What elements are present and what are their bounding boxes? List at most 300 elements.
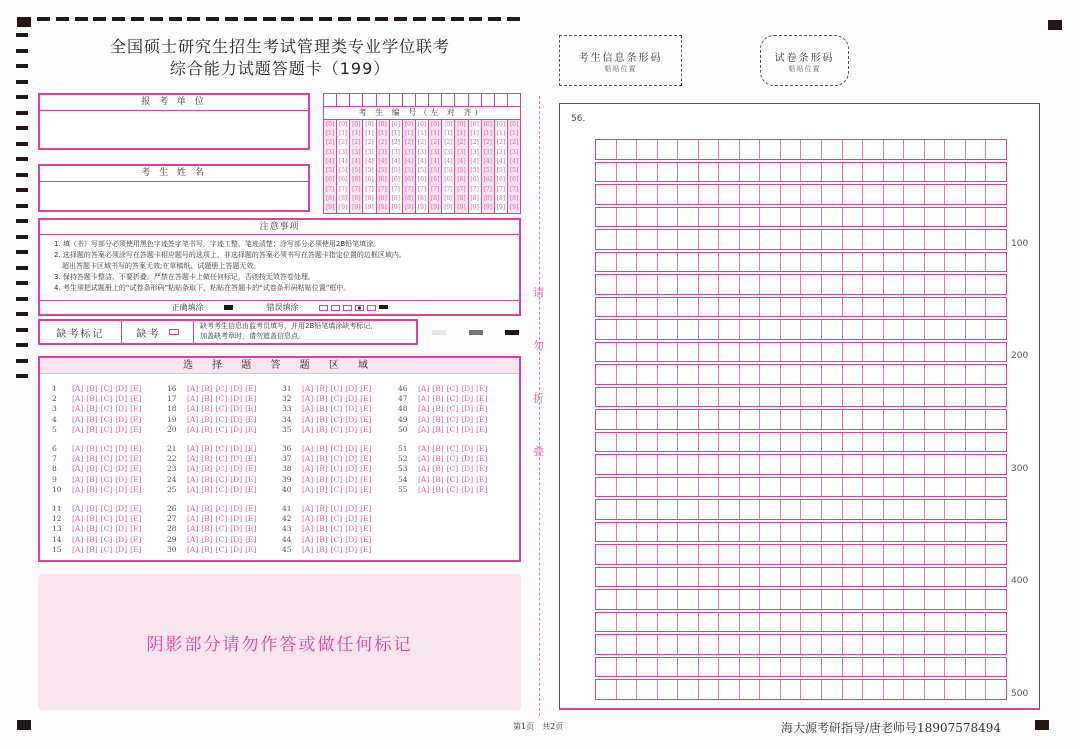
option-bubble[interactable]: [B]: [316, 454, 328, 464]
id-bubble[interactable]: [5]: [483, 167, 492, 175]
option-bubble[interactable]: [A]: [187, 484, 199, 494]
grid-cell[interactable]: [617, 568, 638, 587]
grid-cell[interactable]: [904, 230, 925, 249]
grid-cell[interactable]: [986, 298, 1006, 317]
id-bubble[interactable]: [8]: [338, 195, 348, 203]
option-bubble[interactable]: [B]: [201, 384, 213, 393]
grid-cell[interactable]: [904, 298, 925, 317]
option-bubble[interactable]: [B]: [316, 384, 328, 393]
grid-cell[interactable]: [863, 680, 884, 699]
option-bubble[interactable]: [D]: [461, 384, 474, 393]
id-bubble[interactable]: [4]: [417, 157, 427, 165]
grid-cell[interactable]: [822, 275, 843, 294]
option-bubble[interactable]: [B]: [432, 414, 444, 424]
id-bubble[interactable]: [4]: [470, 157, 479, 165]
id-bubble[interactable]: [2]: [509, 139, 519, 147]
grid-cell[interactable]: [678, 658, 699, 677]
option-bubble[interactable]: [B]: [432, 474, 444, 484]
id-bubble[interactable]: [7]: [483, 185, 492, 193]
grid-cell[interactable]: [884, 613, 905, 632]
option-bubble[interactable]: [D]: [230, 534, 243, 544]
option-bubble[interactable]: [E]: [130, 424, 142, 434]
grid-cell[interactable]: [966, 500, 987, 519]
grid-cell[interactable]: [986, 433, 1006, 452]
id-bubble[interactable]: [4]: [352, 157, 361, 165]
option-bubble[interactable]: [A]: [187, 404, 199, 414]
id-write-box[interactable]: [482, 94, 495, 106]
option-bubble[interactable]: [E]: [476, 394, 488, 404]
option-bubble[interactable]: [B]: [201, 534, 213, 544]
grid-cell[interactable]: [719, 455, 740, 474]
id-bubble[interactable]: [1]: [417, 129, 427, 137]
grid-cell[interactable]: [596, 568, 617, 587]
option-bubble[interactable]: [A]: [72, 484, 84, 494]
grid-cell[interactable]: [925, 388, 946, 407]
option-bubble[interactable]: [B]: [316, 474, 328, 484]
grid-cell[interactable]: [637, 253, 658, 272]
grid-cell[interactable]: [760, 568, 781, 587]
option-bubble[interactable]: [C]: [215, 464, 228, 474]
option-bubble[interactable]: [C]: [215, 394, 228, 404]
option-bubble[interactable]: [B]: [316, 394, 328, 404]
id-bubble[interactable]: [7]: [338, 185, 348, 193]
option-bubble[interactable]: [C]: [446, 394, 459, 404]
grid-cell[interactable]: [966, 568, 987, 587]
option-bubble[interactable]: [C]: [330, 444, 343, 453]
grid-cell[interactable]: [884, 163, 905, 182]
id-bubble[interactable]: [5]: [417, 167, 427, 175]
grid-cell[interactable]: [986, 388, 1006, 407]
grid-cell[interactable]: [945, 253, 966, 272]
option-bubble[interactable]: [C]: [100, 504, 113, 513]
option-bubble[interactable]: [E]: [360, 454, 372, 464]
grid-cell[interactable]: [596, 163, 617, 182]
option-bubble[interactable]: [D]: [345, 504, 358, 513]
grid-cell[interactable]: [740, 410, 761, 429]
grid-cell[interactable]: [822, 613, 843, 632]
id-bubble[interactable]: [8]: [404, 195, 414, 203]
id-bubble[interactable]: [8]: [352, 195, 361, 203]
option-bubble[interactable]: [A]: [72, 454, 84, 464]
grid-cell[interactable]: [904, 208, 925, 227]
grid-cell[interactable]: [678, 568, 699, 587]
grid-cell[interactable]: [945, 298, 966, 317]
absent-checkbox[interactable]: [169, 329, 179, 335]
grid-cell[interactable]: [740, 388, 761, 407]
grid-cell[interactable]: [637, 545, 658, 564]
grid-cell[interactable]: [596, 590, 617, 609]
grid-cell[interactable]: [760, 658, 781, 677]
option-bubble[interactable]: [C]: [100, 384, 113, 393]
grid-cell[interactable]: [617, 298, 638, 317]
id-bubble[interactable]: [5]: [457, 167, 466, 175]
option-bubble[interactable]: [B]: [86, 474, 98, 484]
grid-cell[interactable]: [719, 410, 740, 429]
grid-cell[interactable]: [658, 545, 679, 564]
id-bubble[interactable]: [8]: [509, 195, 519, 203]
grid-cell[interactable]: [945, 320, 966, 339]
grid-cell[interactable]: [801, 500, 822, 519]
grid-cell[interactable]: [801, 320, 822, 339]
grid-cell[interactable]: [986, 478, 1006, 497]
grid-cell[interactable]: [658, 500, 679, 519]
option-bubble[interactable]: [D]: [115, 404, 128, 414]
grid-cell[interactable]: [637, 590, 658, 609]
option-bubble[interactable]: [E]: [476, 444, 488, 453]
id-bubble[interactable]: [8]: [430, 195, 440, 203]
grid-cell[interactable]: [596, 500, 617, 519]
grid-cell[interactable]: [678, 230, 699, 249]
option-bubble[interactable]: [B]: [432, 394, 444, 404]
option-bubble[interactable]: [E]: [245, 544, 257, 554]
grid-cell[interactable]: [801, 185, 822, 204]
grid-cell[interactable]: [658, 163, 679, 182]
id-bubble[interactable]: [2]: [470, 139, 479, 147]
option-bubble[interactable]: [D]: [461, 464, 474, 474]
option-bubble[interactable]: [D]: [230, 544, 243, 554]
grid-cell[interactable]: [678, 410, 699, 429]
grid-cell[interactable]: [658, 455, 679, 474]
grid-cell[interactable]: [884, 410, 905, 429]
option-bubble[interactable]: [B]: [86, 514, 98, 524]
grid-cell[interactable]: [843, 635, 864, 654]
option-bubble[interactable]: [E]: [360, 444, 372, 453]
grid-cell[interactable]: [863, 208, 884, 227]
id-bubble[interactable]: [6]: [378, 176, 387, 184]
id-bubble[interactable]: [5]: [391, 167, 401, 175]
grid-cell[interactable]: [781, 545, 802, 564]
option-bubble[interactable]: [E]: [130, 394, 142, 404]
grid-cell[interactable]: [801, 140, 822, 159]
option-bubble[interactable]: [B]: [316, 534, 328, 544]
id-bubble[interactable]: [1]: [365, 129, 374, 137]
grid-cell[interactable]: [617, 523, 638, 542]
grid-cell[interactable]: [986, 500, 1006, 519]
grid-cell[interactable]: [719, 185, 740, 204]
grid-cell[interactable]: [760, 298, 781, 317]
grid-cell[interactable]: [658, 253, 679, 272]
grid-cell[interactable]: [966, 478, 987, 497]
grid-cell[interactable]: [966, 208, 987, 227]
option-bubble[interactable]: [B]: [316, 524, 328, 534]
option-bubble[interactable]: [A]: [418, 394, 430, 404]
grid-cell[interactable]: [781, 163, 802, 182]
grid-cell[interactable]: [884, 478, 905, 497]
grid-cell[interactable]: [801, 455, 822, 474]
grid-cell[interactable]: [904, 478, 925, 497]
id-bubble[interactable]: [7]: [325, 185, 335, 193]
grid-cell[interactable]: [884, 230, 905, 249]
grid-cell[interactable]: [945, 140, 966, 159]
grid-cell[interactable]: [986, 658, 1006, 677]
grid-cell[interactable]: [637, 208, 658, 227]
grid-cell[interactable]: [658, 320, 679, 339]
grid-cell[interactable]: [884, 590, 905, 609]
grid-cell[interactable]: [699, 298, 720, 317]
grid-cell[interactable]: [884, 455, 905, 474]
grid-cell[interactable]: [678, 433, 699, 452]
id-bubble[interactable]: [1]: [325, 129, 335, 137]
grid-cell[interactable]: [658, 523, 679, 542]
option-bubble[interactable]: [B]: [201, 444, 213, 453]
id-bubble[interactable]: [8]: [391, 195, 401, 203]
id-bubble[interactable]: [6]: [338, 176, 348, 184]
grid-cell[interactable]: [678, 275, 699, 294]
grid-cell[interactable]: [822, 298, 843, 317]
grid-cell[interactable]: [843, 163, 864, 182]
grid-cell[interactable]: [904, 455, 925, 474]
grid-cell[interactable]: [781, 568, 802, 587]
grid-cell[interactable]: [637, 275, 658, 294]
grid-cell[interactable]: [617, 320, 638, 339]
option-bubble[interactable]: [D]: [461, 414, 474, 424]
option-bubble[interactable]: [E]: [245, 474, 257, 484]
id-bubble[interactable]: [7]: [430, 185, 440, 193]
option-bubble[interactable]: [B]: [432, 424, 444, 434]
grid-cell[interactable]: [637, 140, 658, 159]
option-bubble[interactable]: [A]: [187, 394, 199, 404]
option-bubble[interactable]: [E]: [476, 464, 488, 474]
grid-cell[interactable]: [945, 523, 966, 542]
grid-cell[interactable]: [617, 500, 638, 519]
option-bubble[interactable]: [A]: [187, 514, 199, 524]
grid-cell[interactable]: [637, 343, 658, 362]
grid-cell[interactable]: [843, 230, 864, 249]
option-bubble[interactable]: [D]: [115, 444, 128, 453]
id-bubble[interactable]: [9]: [444, 204, 453, 212]
grid-cell[interactable]: [699, 343, 720, 362]
option-bubble[interactable]: [C]: [330, 384, 343, 393]
option-bubble[interactable]: [E]: [360, 514, 372, 524]
grid-cell[interactable]: [801, 208, 822, 227]
grid-cell[interactable]: [760, 320, 781, 339]
grid-cell[interactable]: [740, 365, 761, 384]
id-bubble[interactable]: [4]: [509, 157, 519, 165]
option-bubble[interactable]: [C]: [330, 474, 343, 484]
id-bubble[interactable]: [9]: [404, 204, 414, 212]
grid-cell[interactable]: [719, 365, 740, 384]
id-bubble[interactable]: [7]: [457, 185, 466, 193]
grid-cell[interactable]: [822, 163, 843, 182]
option-bubble[interactable]: [B]: [316, 484, 328, 494]
option-bubble[interactable]: [E]: [245, 504, 257, 513]
option-bubble[interactable]: [B]: [201, 504, 213, 513]
option-bubble[interactable]: [E]: [130, 484, 142, 494]
option-bubble[interactable]: [B]: [201, 464, 213, 474]
option-bubble[interactable]: [A]: [187, 464, 199, 474]
grid-cell[interactable]: [781, 455, 802, 474]
id-bubble[interactable]: [3]: [404, 148, 414, 156]
grid-cell[interactable]: [760, 410, 781, 429]
option-bubble[interactable]: [E]: [476, 384, 488, 393]
id-bubble[interactable]: [1]: [457, 129, 466, 137]
grid-cell[interactable]: [596, 478, 617, 497]
option-bubble[interactable]: [B]: [201, 474, 213, 484]
grid-cell[interactable]: [843, 410, 864, 429]
option-bubble[interactable]: [E]: [360, 384, 372, 393]
grid-cell[interactable]: [863, 590, 884, 609]
grid-cell[interactable]: [678, 680, 699, 699]
option-bubble[interactable]: [C]: [446, 464, 459, 474]
grid-cell[interactable]: [966, 613, 987, 632]
option-bubble[interactable]: [A]: [418, 404, 430, 414]
grid-cell[interactable]: [822, 545, 843, 564]
grid-cell[interactable]: [863, 658, 884, 677]
grid-cell[interactable]: [740, 658, 761, 677]
grid-cell[interactable]: [760, 433, 781, 452]
id-bubble[interactable]: [0]: [352, 120, 361, 128]
id-bubble[interactable]: [6]: [444, 176, 453, 184]
grid-cell[interactable]: [986, 253, 1006, 272]
id-bubble[interactable]: [0]: [483, 120, 492, 128]
id-bubble[interactable]: [2]: [417, 139, 427, 147]
grid-cell[interactable]: [781, 365, 802, 384]
grid-cell[interactable]: [904, 343, 925, 362]
grid-cell[interactable]: [637, 568, 658, 587]
grid-cell[interactable]: [863, 388, 884, 407]
grid-cell[interactable]: [596, 433, 617, 452]
option-bubble[interactable]: [D]: [345, 454, 358, 464]
grid-cell[interactable]: [801, 680, 822, 699]
id-bubble[interactable]: [3]: [483, 148, 492, 156]
grid-cell[interactable]: [637, 365, 658, 384]
option-bubble[interactable]: [C]: [215, 544, 228, 554]
grid-cell[interactable]: [801, 523, 822, 542]
grid-cell[interactable]: [596, 658, 617, 677]
grid-cell[interactable]: [699, 208, 720, 227]
grid-cell[interactable]: [699, 365, 720, 384]
option-bubble[interactable]: [E]: [360, 414, 372, 424]
id-bubble[interactable]: [1]: [391, 129, 401, 137]
grid-cell[interactable]: [678, 500, 699, 519]
id-bubble[interactable]: [7]: [378, 185, 387, 193]
option-bubble[interactable]: [B]: [316, 424, 328, 434]
id-bubble[interactable]: [2]: [444, 139, 453, 147]
grid-cell[interactable]: [637, 163, 658, 182]
grid-cell[interactable]: [781, 230, 802, 249]
option-bubble[interactable]: [C]: [330, 514, 343, 524]
grid-cell[interactable]: [760, 343, 781, 362]
option-bubble[interactable]: [C]: [330, 394, 343, 404]
option-bubble[interactable]: [C]: [215, 444, 228, 453]
id-bubble[interactable]: [4]: [430, 157, 440, 165]
option-bubble[interactable]: [B]: [201, 484, 213, 494]
grid-cell[interactable]: [699, 253, 720, 272]
option-bubble[interactable]: [B]: [201, 414, 213, 424]
option-bubble[interactable]: [A]: [187, 534, 199, 544]
option-bubble[interactable]: [C]: [330, 484, 343, 494]
grid-cell[interactable]: [781, 185, 802, 204]
grid-cell[interactable]: [945, 388, 966, 407]
exam-unit-field[interactable]: [38, 93, 310, 150]
id-bubble[interactable]: [9]: [352, 204, 361, 212]
option-bubble[interactable]: [D]: [115, 464, 128, 474]
grid-cell[interactable]: [658, 185, 679, 204]
grid-cell[interactable]: [658, 230, 679, 249]
grid-cell[interactable]: [986, 635, 1006, 654]
id-bubble[interactable]: [9]: [325, 204, 335, 212]
grid-cell[interactable]: [740, 163, 761, 182]
grid-cell[interactable]: [925, 320, 946, 339]
option-bubble[interactable]: [C]: [215, 414, 228, 424]
grid-cell[interactable]: [945, 410, 966, 429]
grid-cell[interactable]: [843, 478, 864, 497]
grid-cell[interactable]: [863, 298, 884, 317]
id-bubble[interactable]: [0]: [378, 120, 387, 128]
grid-cell[interactable]: [760, 455, 781, 474]
id-bubble[interactable]: [7]: [365, 185, 374, 193]
grid-cell[interactable]: [925, 478, 946, 497]
grid-cell[interactable]: [596, 545, 617, 564]
option-bubble[interactable]: [D]: [345, 394, 358, 404]
grid-cell[interactable]: [863, 253, 884, 272]
grid-cell[interactable]: [637, 658, 658, 677]
grid-cell[interactable]: [740, 230, 761, 249]
option-bubble[interactable]: [C]: [215, 454, 228, 464]
id-bubble[interactable]: [7]: [444, 185, 453, 193]
grid-cell[interactable]: [637, 230, 658, 249]
grid-cell[interactable]: [760, 523, 781, 542]
grid-cell[interactable]: [822, 680, 843, 699]
id-bubble[interactable]: [0]: [444, 120, 453, 128]
option-bubble[interactable]: [D]: [230, 484, 243, 494]
grid-cell[interactable]: [945, 343, 966, 362]
option-bubble[interactable]: [B]: [316, 464, 328, 474]
option-bubble[interactable]: [C]: [215, 534, 228, 544]
id-write-box[interactable]: [363, 94, 376, 106]
grid-cell[interactable]: [986, 590, 1006, 609]
grid-cell[interactable]: [719, 298, 740, 317]
option-bubble[interactable]: [E]: [360, 544, 372, 554]
grid-cell[interactable]: [843, 208, 864, 227]
grid-cell[interactable]: [925, 208, 946, 227]
grid-cell[interactable]: [884, 275, 905, 294]
option-bubble[interactable]: [D]: [345, 474, 358, 484]
grid-cell[interactable]: [699, 163, 720, 182]
option-bubble[interactable]: [B]: [201, 514, 213, 524]
grid-cell[interactable]: [966, 140, 987, 159]
option-bubble[interactable]: [B]: [86, 444, 98, 453]
grid-cell[interactable]: [863, 433, 884, 452]
grid-cell[interactable]: [740, 500, 761, 519]
option-bubble[interactable]: [C]: [100, 444, 113, 453]
option-bubble[interactable]: [C]: [446, 404, 459, 414]
grid-cell[interactable]: [822, 523, 843, 542]
grid-cell[interactable]: [781, 253, 802, 272]
option-bubble[interactable]: [B]: [316, 414, 328, 424]
id-write-box[interactable]: [508, 94, 520, 106]
option-bubble[interactable]: [A]: [72, 524, 84, 534]
grid-cell[interactable]: [596, 388, 617, 407]
option-bubble[interactable]: [A]: [302, 384, 314, 393]
option-bubble[interactable]: [B]: [432, 444, 444, 453]
grid-cell[interactable]: [781, 478, 802, 497]
option-bubble[interactable]: [E]: [360, 394, 372, 404]
grid-cell[interactable]: [945, 658, 966, 677]
grid-cell[interactable]: [822, 185, 843, 204]
grid-cell[interactable]: [719, 208, 740, 227]
grid-cell[interactable]: [596, 298, 617, 317]
grid-cell[interactable]: [781, 140, 802, 159]
grid-cell[interactable]: [966, 163, 987, 182]
grid-cell[interactable]: [904, 320, 925, 339]
grid-cell[interactable]: [678, 208, 699, 227]
grid-cell[interactable]: [719, 613, 740, 632]
option-bubble[interactable]: [D]: [345, 404, 358, 414]
option-bubble[interactable]: [A]: [72, 474, 84, 484]
id-bubble[interactable]: [0]: [365, 120, 374, 128]
grid-cell[interactable]: [822, 410, 843, 429]
